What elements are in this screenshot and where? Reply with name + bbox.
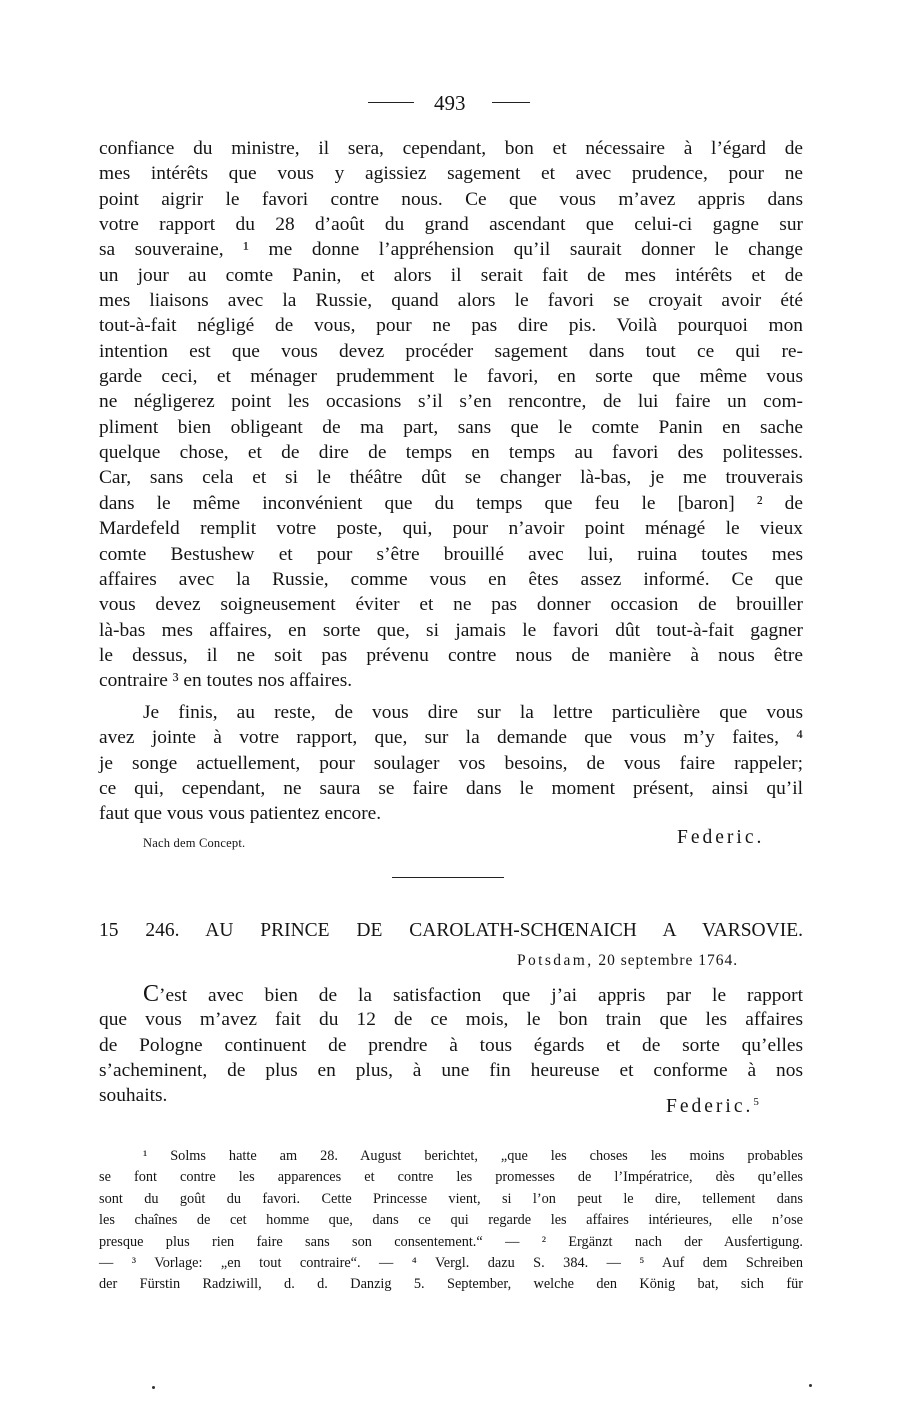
footnote-line: se font contre les apparences et contre les promesses de l’Impératrice, dès qu’elles: [99, 1169, 803, 1186]
text-line: de Pologne continuent de prendre à tous égards et de sorte qu’elles: [99, 1034, 803, 1056]
text-line: souhaits.: [99, 1085, 168, 1107]
text-line: Mardefeld remplit votre poste, qui, pour n’avoir point ménagé le vieux: [99, 518, 803, 540]
footnote-line: ¹ Solms hatte am 28. August berichtet, „que les choses les moins probables: [143, 1148, 803, 1164]
footnote-line: der Fürstin Radziwill, d. d. Danzig 5. September, welche den König bat, sich für: [99, 1276, 803, 1293]
text-line: ce qui, cependant, ne saura se faire dans le moment présent, ainsi qu’il: [99, 778, 803, 800]
text-line: contraire ³ en toutes nos affaires.: [99, 670, 353, 692]
text-line: confiance du ministre, il sera, cependant, bon et nécessaire à l’égard de: [99, 138, 803, 159]
dateline-place: Potsdam,: [517, 952, 594, 969]
letter-continuation-paragraph: [99, 136, 803, 694]
text-line: Je finis, au reste, de vous dire sur la lettre particulière que vous: [143, 702, 803, 723]
text-line: le dessus, il ne soit pas prévenu contre nous de manière à nous être: [99, 644, 803, 666]
text-line: tout-à-fait négligé de vous, pour ne pas dire pis. Voilà pourquoi mon: [99, 315, 803, 337]
text-line: votre rapport du 28 d’août du grand ascendant que celui-ci gagne sur: [99, 214, 803, 236]
text-line: avez jointe à votre rapport, que, sur la demande que vous m’y faites, ⁴: [99, 727, 803, 749]
text-line: quelque chose, et de dire de temps en temps au favori des politesses.: [99, 442, 803, 464]
header-dash-right: [492, 102, 530, 103]
text-line: point aigrir le favori contre nous. Ce que vous m’avez appris dans: [99, 188, 803, 210]
closing-paragraph: [99, 700, 803, 827]
footnote-line: sont du goût du favori. Cette Princesse vient, si l’on peut le dire, tellement dans: [99, 1190, 803, 1207]
text-line: [99, 982, 803, 1007]
page-number: 493: [434, 91, 466, 115]
text-line: que vous m’avez fait du 12 de ce mois, le bon train que les affaires: [99, 1009, 803, 1031]
page-header: [0, 90, 900, 120]
text-line: un jour au comte Panin, et alors il serait fait de mes intérêts et de: [99, 264, 803, 286]
footnote-line: les chaînes de cet homme que, dans ce qui regarde les affaires intérieures, elle n’ose: [99, 1212, 803, 1229]
ink-speck: [152, 1386, 155, 1389]
ink-speck: [809, 1384, 812, 1387]
letter-heading: 15 246. AU PRINCE DE CAROLATH-SCHŒNAICH A VARSOVIE.: [99, 920, 803, 941]
text-line: vous devez soigneusement éviter et ne pas donner occasion de brouiller: [99, 594, 803, 616]
text-line: mes liaisons avec la Russie, quand alors le favori se croyait avoir été: [99, 290, 803, 312]
dateline-date: 20 septembre 1764.: [598, 952, 739, 969]
letter-signature: [666, 1096, 759, 1118]
source-note: Nach dem Concept.: [143, 836, 246, 850]
footnote-line: — ³ Vorlage: „en tout contraire“. — ⁴ Vergl. dazu S. 384. — ⁵ Auf dem Schreiben: [99, 1254, 803, 1271]
text-line: affaires avec la Russie, comme vous en êtes assez informé. Ce que: [99, 568, 803, 590]
text-line: faut que vous vous patientez encore.: [99, 803, 382, 825]
text-line: s’acheminent, de plus en plus, à une fin heureuse et conforme à nos: [99, 1060, 803, 1082]
letter-dateline: [517, 952, 738, 970]
text-line: intention est que vous devez procéder sagement dans tout ce qui re-: [99, 340, 803, 362]
text-line: pliment bien obligeant de ma part, sans que le comte Panin en sache: [99, 416, 803, 438]
text-line: Car, sans cela et si le théâtre dût se changer là-bas, je me trouverais: [99, 467, 803, 489]
section-divider: [392, 877, 504, 878]
text-line: là-bas mes affaires, en sorte que, si jamais le favori dût tout-à-fait gagner: [99, 619, 803, 641]
text-line: mes intérêts que vous y agissiez sagement et avec prudence, pour ne: [99, 163, 803, 185]
footnotes: [99, 1146, 803, 1296]
text-line: comte Bestushew et pour s’être brouillé avec lui, ruina toutes mes: [99, 543, 803, 565]
text-line: ne négligerez point les occasions s’il s’en rencontre, de lui faire un com-: [99, 391, 803, 413]
signature: Federic.: [677, 827, 765, 848]
text-line: dans le même inconvénient que du temps que feu le [baron] ² de: [99, 492, 803, 514]
header-dash-left: [368, 102, 414, 103]
letter-body: [99, 982, 803, 1109]
text-line: garde ceci, et ménager prudemment le favori, en sorte que même vous: [99, 366, 803, 388]
footnote-line: presque plus rien faire sans son consentement.“ — ² Ergänzt nach der Ausfertigung.: [99, 1233, 803, 1250]
footnote-marker: 5: [753, 1096, 759, 1108]
text-line-rest: ’est avec bien de la satisfaction que j’ai appris par le rapport: [159, 985, 803, 1006]
signature-text: Federic.: [666, 1096, 754, 1117]
text-line: sa souveraine, ¹ me donne l’appréhension qu’il saurait donner le change: [99, 239, 803, 261]
initial-letter: C: [143, 981, 160, 1007]
text-line: je songe actuellement, pour soulager vos besoins, de vous faire rappeler;: [99, 752, 803, 774]
